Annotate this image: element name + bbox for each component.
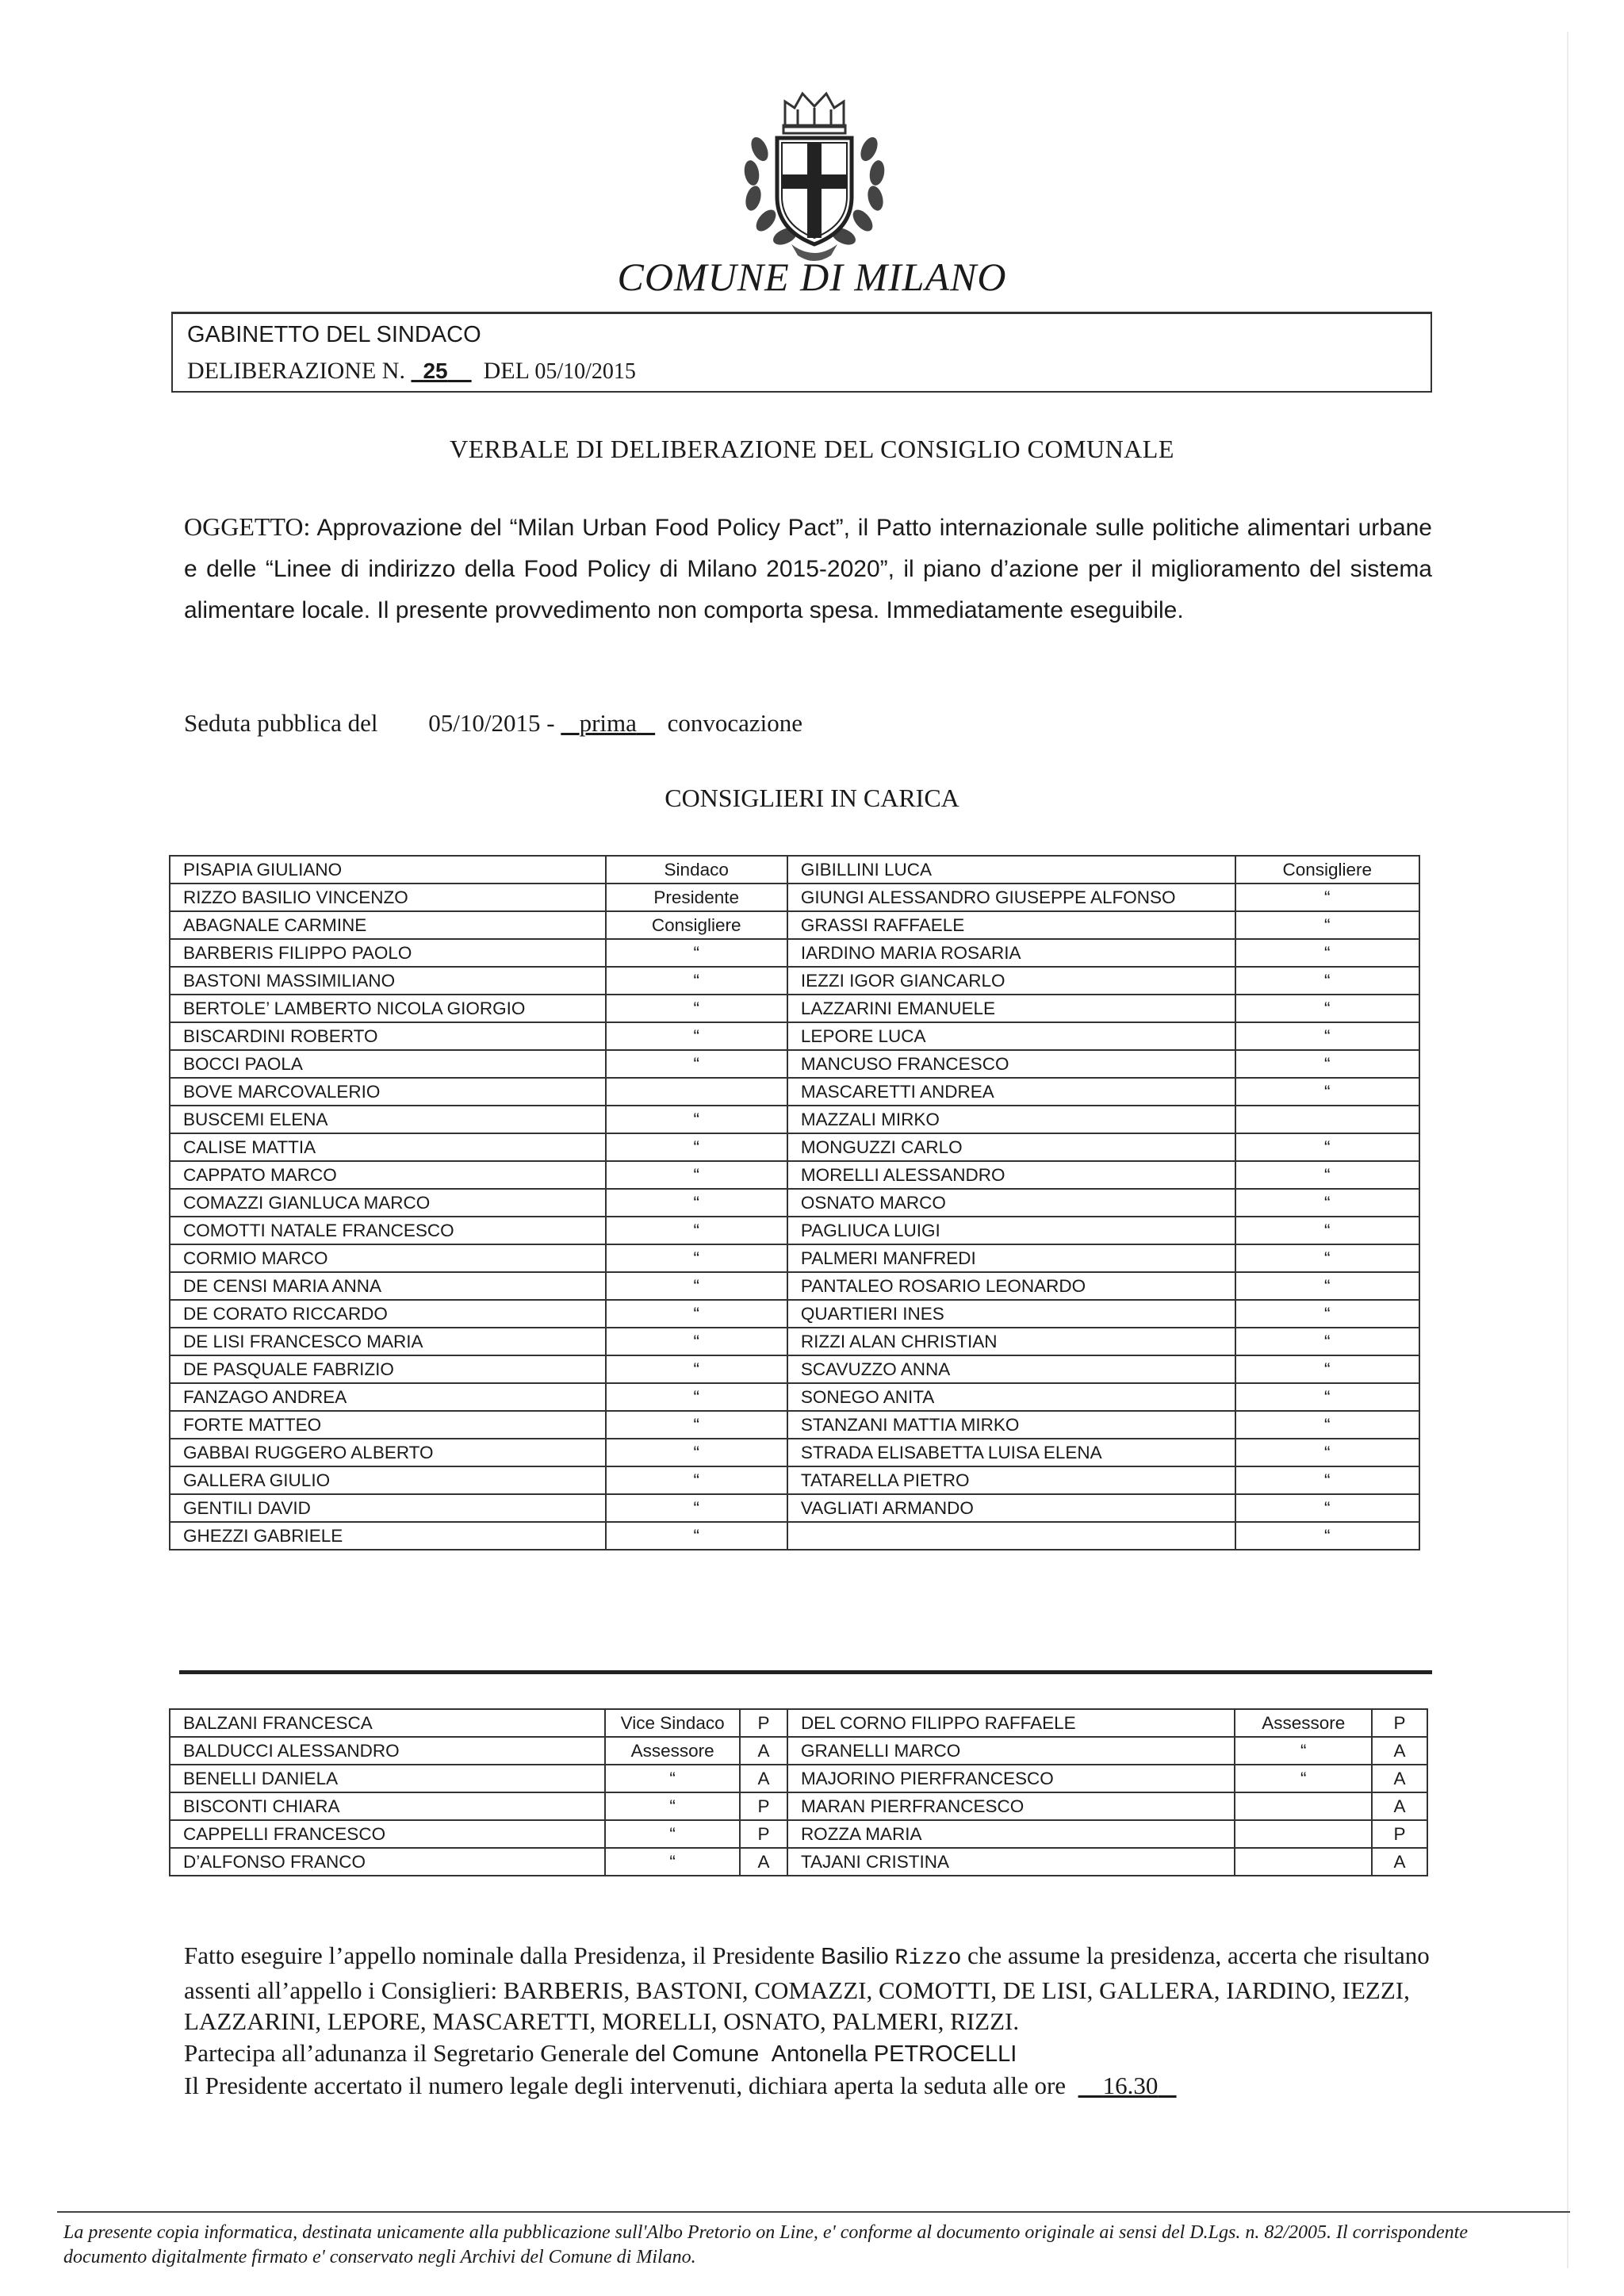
consigliere-name: DE CENSI MARIA ANNA [170, 1272, 606, 1300]
consigliere-role: Consigliere [606, 911, 787, 939]
consigliere-name: PISAPIA GIULIANO [170, 856, 606, 884]
consigliere-role: “ [1235, 1217, 1419, 1244]
assessore-role [1235, 1792, 1372, 1820]
consigliere-role [1235, 1106, 1419, 1133]
assessore-name: BISCONTI CHIARA [170, 1792, 605, 1820]
consigliere-name: GABBAI RUGGERO ALBERTO [170, 1439, 606, 1466]
consigliere-name: GIUNGI ALESSANDRO GIUSEPPE ALFONSO [787, 884, 1235, 911]
deliberazione-line [187, 358, 636, 385]
consigliere-name: BUSCEMI ELENA [170, 1106, 606, 1133]
scan-edge [1567, 32, 1568, 2268]
appello-text-a: Fatto eseguire l’appello nominale dalla Presidenza, il Presidente [184, 1941, 815, 1969]
assessore-role: “ [605, 1792, 740, 1820]
assessore-role: Assessore [605, 1737, 740, 1765]
consigliere-name: CORMIO MARCO [170, 1244, 606, 1272]
consiglieri-row [170, 1078, 1419, 1106]
assessori-row [170, 1848, 1427, 1876]
assessore-role: “ [605, 1820, 740, 1848]
assessori-row [170, 1820, 1427, 1848]
consiglieri-row [170, 1022, 1419, 1050]
consigliere-role: “ [1235, 1161, 1419, 1189]
consigliere-name: BISCARDINI ROBERTO [170, 1022, 606, 1050]
consigliere-role: “ [1235, 911, 1419, 939]
consigliere-name: RIZZI ALAN CHRISTIAN [787, 1328, 1235, 1355]
consiglieri-row [170, 967, 1419, 995]
consigliere-role: “ [606, 1106, 787, 1133]
consigliere-role: “ [606, 1050, 787, 1078]
consiglieri-row [170, 1466, 1419, 1494]
consiglieri-row [170, 939, 1419, 967]
consigliere-name: GRASSI RAFFAELE [787, 911, 1235, 939]
seduta-convocazione-num: prima [579, 709, 637, 737]
segretario-paragraph [184, 2037, 1437, 2071]
consigliere-role: “ [1235, 995, 1419, 1022]
oggetto-last: Immediatamente eseguibile. [886, 597, 1184, 623]
consigliere-role: “ [606, 1300, 787, 1328]
presenza-flag: P [740, 1820, 787, 1848]
consigliere-name: STRADA ELISABETTA LUISA ELENA [787, 1439, 1235, 1466]
presenza-flag: A [1372, 1737, 1427, 1765]
presidente-nome: Basilio [821, 1944, 889, 1969]
gabinetto-label: GABINETTO DEL SINDACO [187, 322, 481, 347]
consigliere-role: “ [1235, 1133, 1419, 1161]
section-separator [179, 1670, 1432, 1674]
consigliere-name: MAZZALI MIRKO [787, 1106, 1235, 1133]
assessore-role: “ [1235, 1737, 1372, 1765]
consigliere-role: “ [1235, 1050, 1419, 1078]
assessore-role: “ [1235, 1765, 1372, 1792]
consiglieri-row [170, 1272, 1419, 1300]
assessore-name: BALDUCCI ALESSANDRO [170, 1737, 605, 1765]
consigliere-name: PANTALEO ROSARIO LEONARDO [787, 1272, 1235, 1300]
consigliere-name: IEZZI IGOR GIANCARLO [787, 967, 1235, 995]
consigliere-role: “ [606, 1217, 787, 1244]
consigliere-name: RIZZO BASILIO VINCENZO [170, 884, 606, 911]
consigliere-role: “ [1235, 939, 1419, 967]
assessore-name: MARAN PIERFRANCESCO [787, 1792, 1235, 1820]
consigliere-name: GALLERA GIULIO [170, 1466, 606, 1494]
segretario-text-b: del Comune [634, 2041, 760, 2067]
consigliere-role: “ [1235, 1189, 1419, 1217]
consigliere-role: “ [1235, 1022, 1419, 1050]
appello-text-d: che assume la presidenza, accerta che risultano assenti all’appello i Consiglieri: BARBERIS, BASTONI, COMAZZI, COMOTTI, DE LISI, GALLERA, IARDINO, IEZZI, LAZZARINI, LEPORE, MASCARETTI, MORELLI, OSNATO, PALMERI, RIZZI. [184, 1941, 1430, 2035]
consigliere-role: “ [606, 939, 787, 967]
consigliere-role: “ [606, 1494, 787, 1522]
assessore-name: MAJORINO PIERFRANCESCO [787, 1765, 1235, 1792]
consiglieri-row [170, 1383, 1419, 1411]
consiglieri-row [170, 1522, 1419, 1550]
consigliere-name: CAPPATO MARCO [170, 1161, 606, 1189]
presenza-flag: P [1372, 1820, 1427, 1848]
consigliere-role: “ [606, 1244, 787, 1272]
presenza-flag: P [740, 1709, 787, 1737]
consigliere-role: “ [606, 1411, 787, 1439]
consigliere-name: COMOTTI NATALE FRANCESCO [170, 1217, 606, 1244]
consigliere-role: “ [1235, 1466, 1419, 1494]
consigliere-role: Consigliere [1235, 856, 1419, 884]
presenza-flag: A [1372, 1848, 1427, 1876]
segretario-nome: Antonella PETROCELLI [771, 2041, 1017, 2067]
consiglieri-row [170, 1050, 1419, 1078]
consigliere-role: “ [1235, 1439, 1419, 1466]
consigliere-name: IARDINO MARIA ROSARIA [787, 939, 1235, 967]
seduta-line [184, 709, 802, 738]
assessori-table [169, 1708, 1428, 1876]
consigliere-role: “ [606, 1133, 787, 1161]
consigliere-name: PALMERI MANFREDI [787, 1244, 1235, 1272]
consiglieri-row [170, 884, 1419, 911]
presenza-flag: A [740, 1848, 787, 1876]
oggetto-block [184, 506, 1432, 631]
consigliere-role: “ [1235, 1328, 1419, 1355]
consigliere-role: “ [606, 1189, 787, 1217]
verbale-title: VERBALE DI DELIBERAZIONE DEL CONSIGLIO COMUNALE [450, 435, 1174, 463]
seduta-label: Seduta pubblica del [184, 709, 378, 737]
assessori-row [170, 1792, 1427, 1820]
oggetto-text: Approvazione del “Milan Urban Food Policy Pact”, il Patto internazionale sulle politiche alimentari urbane e delle “Linee di indirizzo della Food Policy di Milano 2015-2020”, il piano d’azione per il miglioramento del sistema alimentare locale. Il presente provvedimento non comporta spesa. [184, 515, 1432, 623]
consiglieri-row [170, 1300, 1419, 1328]
consiglieri-row [170, 1494, 1419, 1522]
consigliere-name: STANZANI MATTIA MIRKO [787, 1411, 1235, 1439]
consiglieri-row [170, 995, 1419, 1022]
consigliere-role: “ [1235, 1494, 1419, 1522]
consigliere-name: BOCCI PAOLA [170, 1050, 606, 1078]
assessore-name: BALZANI FRANCESCA [170, 1709, 605, 1737]
consigliere-role: “ [1235, 1078, 1419, 1106]
ora-apertura: 16.30 [1102, 2072, 1159, 2099]
consigliere-name: SCAVUZZO ANNA [787, 1355, 1235, 1383]
presenza-flag: A [740, 1765, 787, 1792]
consiglieri-row [170, 1189, 1419, 1217]
consigliere-name: LAZZARINI EMANUELE [787, 995, 1235, 1022]
footer-note: La presente copia informatica, destinata unicamente alla pubblicazione sull'Albo Pretorio on Line, e' conforme al documento originale ai sensi del D.Lgs. n. 82/2005. Il corrispondente documento digitalmente firmato e' conservato negli Archivi del Comune di Milano. [63, 2222, 1468, 2267]
assessore-role: Vice Sindaco [605, 1709, 740, 1737]
comune-title: COMUNE DI MILANO [617, 255, 1007, 299]
assessore-role: “ [605, 1848, 740, 1876]
deliberazione-del: DEL [483, 358, 529, 384]
consigliere-name: TATARELLA PIETRO [787, 1466, 1235, 1494]
consigliere-name: BERTOLE’ LAMBERTO NICOLA GIORGIO [170, 995, 606, 1022]
assessore-name: D’ALFONSO FRANCO [170, 1848, 605, 1876]
consigliere-name: MANCUSO FRANCESCO [787, 1050, 1235, 1078]
consigliere-role: “ [1235, 1355, 1419, 1383]
consigliere-name: QUARTIERI INES [787, 1300, 1235, 1328]
consigliere-role: “ [606, 1522, 787, 1550]
presenza-flag: P [740, 1792, 787, 1820]
presenza-flag: A [1372, 1765, 1427, 1792]
assessore-name: TAJANI CRISTINA [787, 1848, 1235, 1876]
seduta-date: 05/10/2015 - [428, 709, 555, 737]
assessore-name: GRANELLI MARCO [787, 1737, 1235, 1765]
consigliere-name [787, 1522, 1235, 1550]
consiglieri-title: CONSIGLIERI IN CARICA [665, 784, 959, 812]
consigliere-name: FORTE MATTEO [170, 1411, 606, 1439]
assessori-row [170, 1737, 1427, 1765]
consiglieri-row [170, 1244, 1419, 1272]
consiglieri-row [170, 856, 1419, 884]
consiglieri-row [170, 1161, 1419, 1189]
consigliere-role: Sindaco [606, 856, 787, 884]
assessori-row [170, 1709, 1427, 1737]
consigliere-name: MASCARETTI ANDREA [787, 1078, 1235, 1106]
assessore-name: BENELLI DANIELA [170, 1765, 605, 1792]
consigliere-role: “ [606, 1466, 787, 1494]
consigliere-role: “ [1235, 1272, 1419, 1300]
consigliere-name: COMAZZI GIANLUCA MARCO [170, 1189, 606, 1217]
consiglieri-row [170, 1328, 1419, 1355]
consigliere-name: DE PASQUALE FABRIZIO [170, 1355, 606, 1383]
segretario-text-a: Partecipa all’adunanza il Segretario Generale [184, 2038, 630, 2067]
assessori-row [170, 1765, 1427, 1792]
consigliere-role: “ [606, 1161, 787, 1189]
assessore-name: CAPPELLI FRANCESCO [170, 1820, 605, 1848]
consigliere-role [606, 1078, 787, 1106]
appello-paragraph [184, 1940, 1437, 2037]
seduta-convocazione: convocazione [667, 709, 803, 737]
consigliere-name: DE LISI FRANCESCO MARIA [170, 1328, 606, 1355]
consigliere-role: “ [1235, 1383, 1419, 1411]
consigliere-name: BASTONI MASSIMILIANO [170, 967, 606, 995]
presenza-flag: A [740, 1737, 787, 1765]
assessore-role: Assessore [1235, 1709, 1372, 1737]
consigliere-name: FANZAGO ANDREA [170, 1383, 606, 1411]
consigliere-role: “ [606, 1383, 787, 1411]
consiglieri-table [169, 855, 1420, 1550]
appello-block [184, 1940, 1437, 2102]
consigliere-name: MONGUZZI CARLO [787, 1133, 1235, 1161]
header-box [171, 312, 1432, 393]
consigliere-role: “ [1235, 1244, 1419, 1272]
consigliere-name: DE CORATO RICCARDO [170, 1300, 606, 1328]
consigliere-role: “ [606, 1272, 787, 1300]
consigliere-role: “ [606, 1328, 787, 1355]
assessore-role [1235, 1848, 1372, 1876]
consiglieri-row [170, 1106, 1419, 1133]
milan-crest-icon [728, 86, 901, 265]
consigliere-role: “ [1235, 1522, 1419, 1550]
consigliere-role: “ [606, 1439, 787, 1466]
consigliere-name: ABAGNALE CARMINE [170, 911, 606, 939]
consigliere-name: LEPORE LUCA [787, 1022, 1235, 1050]
assessore-role: “ [605, 1765, 740, 1792]
consiglieri-row [170, 1439, 1419, 1466]
seduta-aperta-text: Il Presidente accertato il numero legale degli intervenuti, dichiara aperta la seduta alle ore [184, 2072, 1067, 2099]
assessore-name: DEL CORNO FILIPPO RAFFAELE [787, 1709, 1235, 1737]
oggetto-label: OGGETTO: [184, 512, 311, 541]
assessore-name: ROZZA MARIA [787, 1820, 1235, 1848]
consiglieri-row [170, 1133, 1419, 1161]
consigliere-name: MORELLI ALESSANDRO [787, 1161, 1235, 1189]
consigliere-role: “ [606, 1022, 787, 1050]
footer-divider [57, 2211, 1570, 2213]
consiglieri-row [170, 911, 1419, 939]
consigliere-name: CALISE MATTIA [170, 1133, 606, 1161]
consigliere-name: GIBILLINI LUCA [787, 856, 1235, 884]
consigliere-name: BARBERIS FILIPPO PAOLO [170, 939, 606, 967]
consiglieri-row [170, 1411, 1419, 1439]
consigliere-role: “ [606, 1355, 787, 1383]
assessore-role [1235, 1820, 1372, 1848]
deliberazione-prefix: DELIBERAZIONE N. [187, 358, 405, 384]
seduta-aperta-paragraph [184, 2070, 1437, 2102]
consigliere-name: GENTILI DAVID [170, 1494, 606, 1522]
consiglieri-row [170, 1217, 1419, 1244]
presenza-flag: A [1372, 1792, 1427, 1820]
consigliere-name: OSNATO MARCO [787, 1189, 1235, 1217]
consigliere-name: GHEZZI GABRIELE [170, 1522, 606, 1550]
deliberazione-number: 25 [423, 358, 448, 383]
consigliere-name: PAGLIUCA LUIGI [787, 1217, 1235, 1244]
consigliere-name: SONEGO ANITA [787, 1383, 1235, 1411]
consigliere-name: BOVE MARCOVALERIO [170, 1078, 606, 1106]
consigliere-role: Presidente [606, 884, 787, 911]
consigliere-role: “ [1235, 884, 1419, 911]
consigliere-role: “ [1235, 1411, 1419, 1439]
deliberazione-date: 05/10/2015 [534, 359, 636, 384]
presenza-flag: P [1372, 1709, 1427, 1737]
consigliere-role: “ [606, 967, 787, 995]
consigliere-role: “ [1235, 1300, 1419, 1328]
consigliere-role: “ [1235, 967, 1419, 995]
consigliere-role: “ [606, 995, 787, 1022]
consiglieri-row [170, 1355, 1419, 1383]
presidente-cognome: Rizzo [894, 1946, 962, 1971]
consigliere-name: VAGLIATI ARMANDO [787, 1494, 1235, 1522]
